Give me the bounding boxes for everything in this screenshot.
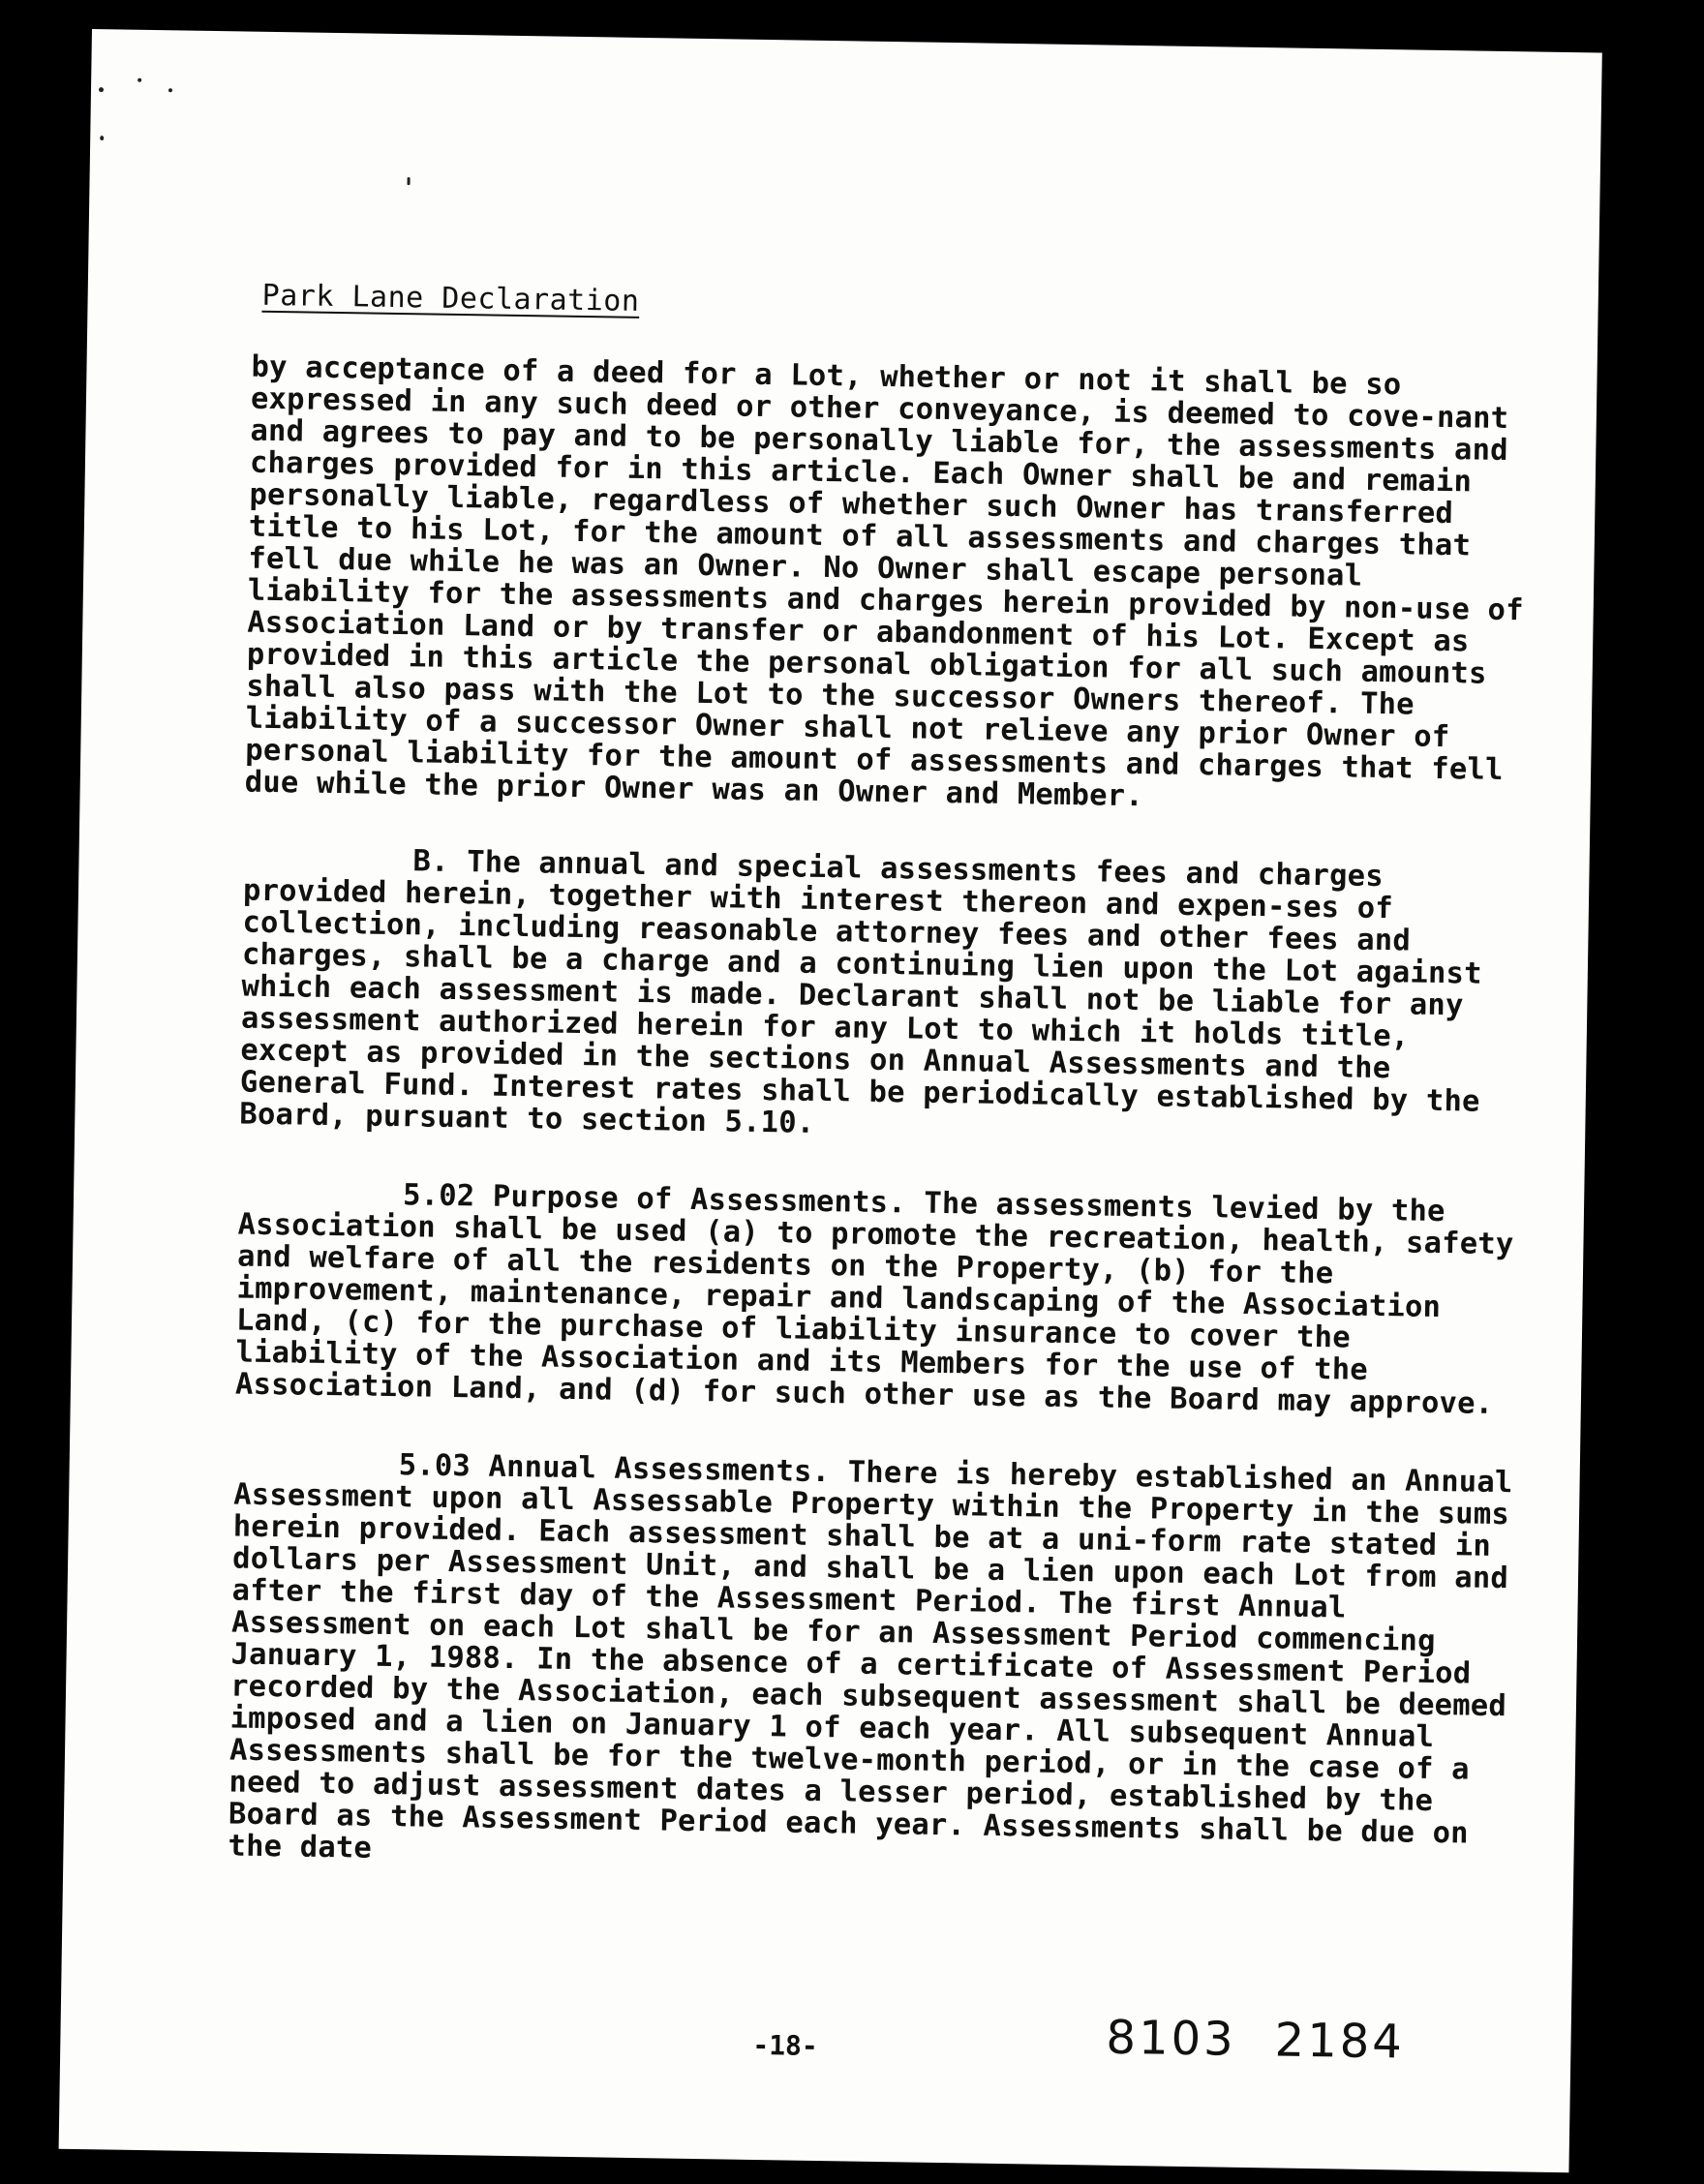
document-number — [1106, 2011, 1405, 2070]
document-page — [59, 29, 1602, 2172]
paragraph-section-5-03 — [228, 1446, 1532, 1882]
scan-speck — [408, 177, 411, 185]
section-heading-annual: 5.03 Annual Assessments. — [398, 1448, 831, 1490]
scan-speck — [99, 87, 104, 92]
scan-speck — [168, 88, 172, 92]
section-heading-purpose: 5.02 Purpose of Assessments. — [402, 1178, 907, 1221]
paragraph-section-b-text: B. The annual and special assessments fees and charges provided herein, together with interest thereon and expen-ses of collection, including reasonable attorney fees and other fees and charges, shall be a charge and a continuing lien upon the Lot against which each assessment is made. Declarant shall not be liable for any assessment authorized herein for any Lot to which it holds title, except as provided in the sections on Annual Assessments and the General Fund. Interest rates shall be periodically established by the Board, pursuant to section 5.10. — [239, 844, 1501, 1140]
page-number: -18- — [752, 2028, 819, 2063]
paragraph-acceptance-of-deed: by acceptance of a deed for a Lot, whether or not it shall be so expressed in any such deed or other conveyance, is deemed to cove-nant and agrees to pay and to be personally liable for, the assessments and charges provided for in this article. Each Owner shall be and remain personally liable, regardless of whether such Owner has transferred title to his Lot, for the amount of all assessments and charges that fell due while he was an Owner. No Owner shall escape personal liability for the assessments and charges herein provided by non-use of Association Land or by transfer or abandonment of his Lot. Except as provided in this article the personal obligation for all such amounts shall also pass with the Lot to the successor Owners thereof. The liability of a successor Owner shall not relieve any prior Owner of personal liability for the amount of assessments and charges that fell due while the prior Owner was an Owner and Member. — [244, 349, 1542, 814]
document-number-part-1: 8103 — [1106, 2010, 1237, 2067]
section-text-purpose: The assessments levied by the Association shall be used (a) to promote the recreation, health, safety and welfare of all the residents on the Property, (b) for the improvement, maintenance, repair and landscaping of the Association Land, (c) for the purchase of liability insurance to cover the liability of the Association and its Members for the use of the Association Land, and (d) for such other use as the Board may approve. — [234, 1186, 1533, 1421]
paragraph-section-b — [239, 843, 1532, 1151]
scan-speck — [100, 136, 104, 140]
document-body — [228, 349, 1542, 1929]
paragraph-section-5-02 — [234, 1177, 1533, 1421]
section-text-annual: There is hereby established an Annual Assessment upon all Assessable Property within the Property in the sums herein provided. Each assessment shall be at a uni-form rate stated in dollars per Assessment Unit, and shall be a lien upon each Lot from and after the first day of the Assessment Period. The first Annual Assessment on each Lot shall be for an Assessment Period commencing January 1, 1988. In the absence of a certificate of Assessment Period recorded by the Association, each subsequent assessment shall be deemed imposed and a lien on January 1 of each year. All subsequent Annual Assessments shall be for the twelve-month period, or in the case of a need to adjust assessment dates a lesser period, established by the Board as the Assessment Period each year. Assessments shall be due on the date — [228, 1455, 1532, 1866]
scan-speck — [137, 78, 141, 82]
page-title: Park Lane Declaration — [261, 278, 640, 318]
document-number-part-2: 2184 — [1274, 2013, 1406, 2070]
